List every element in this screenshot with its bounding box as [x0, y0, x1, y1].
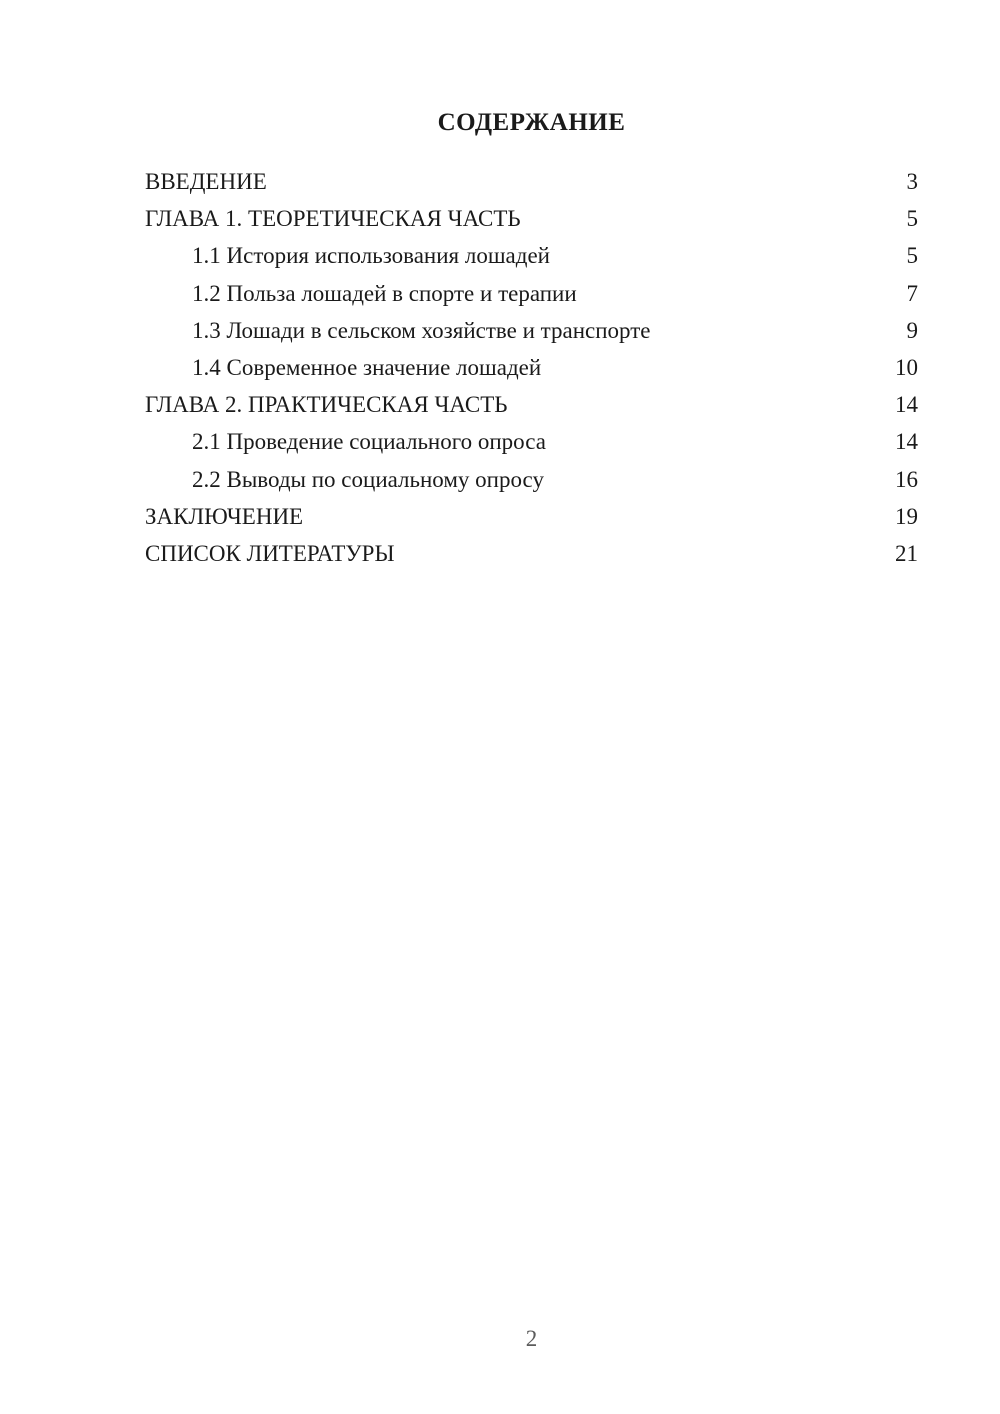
toc-entry-label: ВВЕДЕНИЕ	[145, 169, 267, 194]
footer-page-number: 2	[525, 1326, 538, 1351]
toc-entry-label: ГЛАВА 1. ТЕОРЕТИЧЕСКАЯ ЧАСТЬ	[145, 206, 521, 232]
toc-entry-page-number: 14	[895, 429, 918, 455]
toc-entry-page-number: 14	[895, 392, 918, 418]
toc-entry-7[interactable]	[145, 423, 918, 460]
toc-entry-label: 1.2 Польза лошадей в спорте и терапии	[192, 280, 577, 306]
page-title: СОДЕРЖАНИЕ	[437, 108, 626, 136]
toc-entry-page-number: 21	[895, 541, 918, 567]
toc-entry-label: 2.2 Выводы по социальному опросу	[192, 466, 544, 492]
toc-entry-page-number: 5	[906, 206, 918, 232]
toc-entry-8[interactable]	[145, 461, 918, 498]
toc-entry-4[interactable]	[145, 312, 918, 349]
toc-entry-label: СПИСОК ЛИТЕРАТУРЫ	[145, 541, 395, 567]
toc-entry-page-number: 5	[906, 243, 918, 269]
toc-entry-0[interactable]	[145, 163, 918, 200]
toc-entry-6[interactable]	[145, 386, 918, 423]
toc-entry-label: 1.3 Лошади в сельском хозяйстве и транспорте	[192, 317, 651, 343]
toc-entry-10[interactable]	[145, 535, 918, 572]
toc-entry-label: ЗАКЛЮЧЕНИЕ	[145, 503, 304, 529]
toc-entry-page-number: 3	[906, 169, 918, 194]
toc-entry-page-number: 10	[895, 355, 918, 381]
toc-entry-page-number: 19	[895, 503, 918, 529]
toc-entry-label: ГЛАВА 2. ПРАКТИЧЕСКАЯ ЧАСТЬ	[145, 392, 508, 418]
toc-entry-label: 2.1 Проведение социального опроса	[192, 429, 546, 455]
toc-entry-page-number: 16	[895, 466, 918, 492]
toc-entry-label: 1.1 История использования лошадей	[192, 243, 550, 269]
toc-entry-2[interactable]	[145, 237, 918, 274]
table-of-contents	[145, 163, 918, 572]
toc-entry-label: 1.4 Современное значение лошадей	[192, 355, 542, 381]
toc-entry-9[interactable]	[145, 498, 918, 535]
toc-entry-1[interactable]	[145, 200, 918, 237]
toc-entry-page-number: 9	[906, 317, 918, 343]
toc-entry-3[interactable]	[145, 275, 918, 312]
toc-entry-page-number: 7	[906, 280, 918, 306]
toc-entry-5[interactable]	[145, 349, 918, 386]
